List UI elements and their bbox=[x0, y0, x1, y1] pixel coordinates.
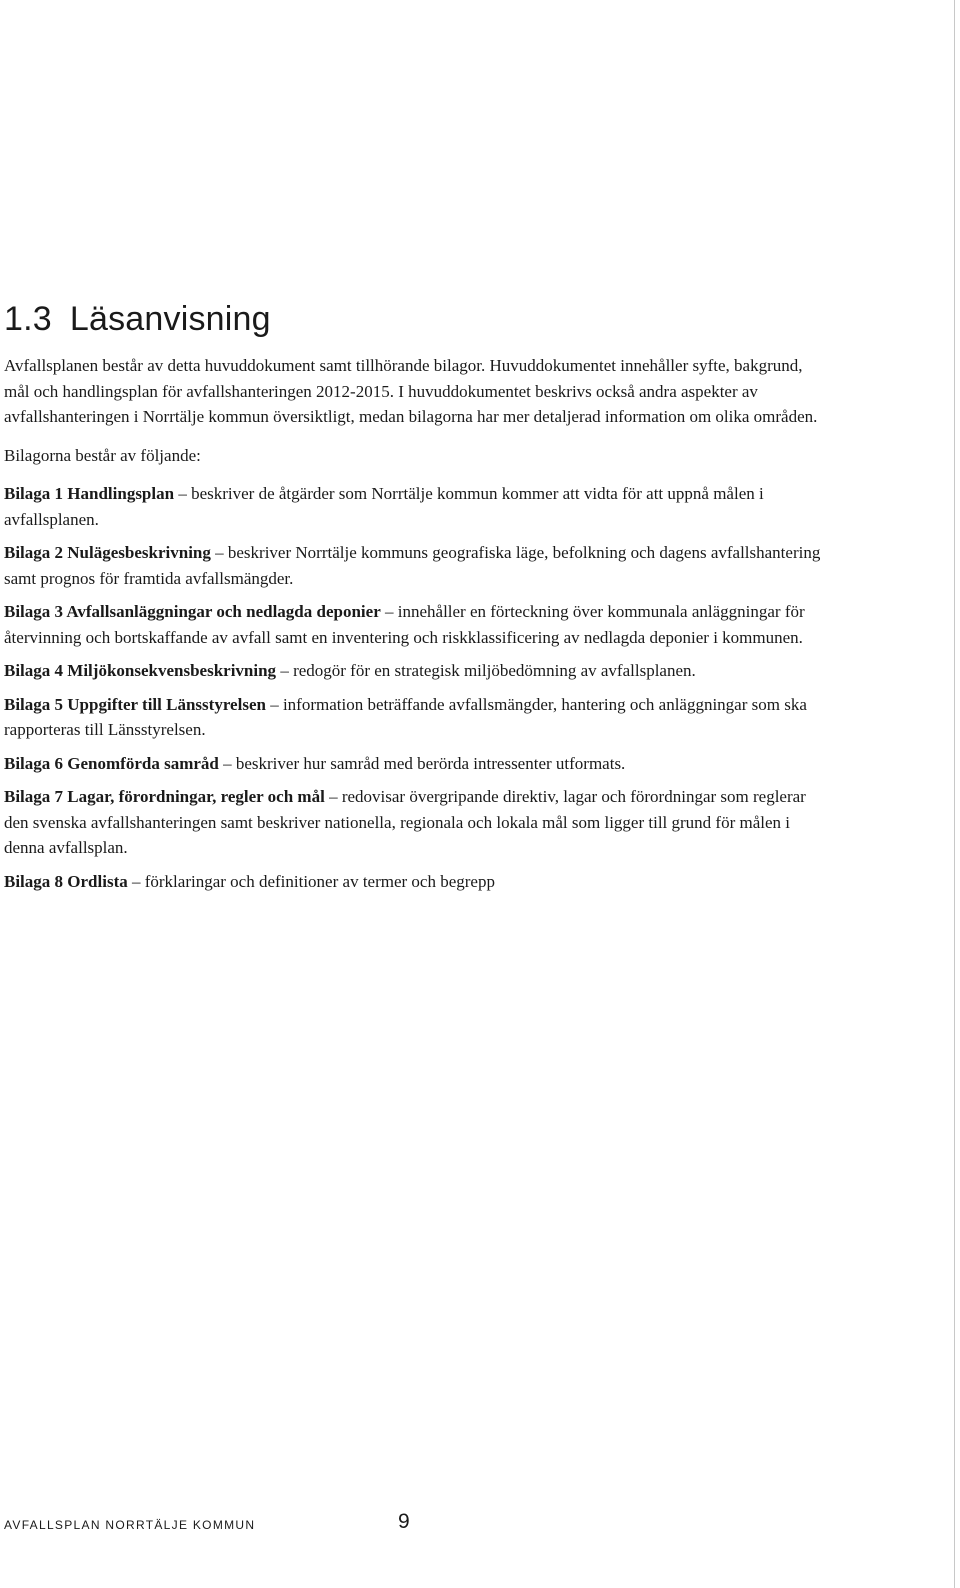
appendix-title: Bilaga 8 Ordlista bbox=[4, 871, 128, 891]
appendix-item-1 bbox=[4, 481, 824, 532]
page-footer bbox=[4, 1510, 424, 1540]
appendix-description: – förklaringar och definitioner av termer och begrepp bbox=[127, 871, 495, 891]
appendix-description: – information beträffande avfallsmängder, hantering och anläggningar som ska rapporteras till Länsstyrelsen. bbox=[4, 694, 807, 739]
appendix-list bbox=[4, 481, 824, 894]
appendix-item-4 bbox=[4, 658, 824, 684]
appendix-title: Bilaga 3 Avfallsanläggningar och nedlagda deponier bbox=[4, 602, 381, 621]
appendix-description: – beskriver Norrtälje kommuns geografiska läge, befolkning och dagens avfallshantering samt prognos för framtida avfallsmängder. bbox=[4, 543, 821, 588]
appendix-title: Bilaga 7 Lagar, förordningar, regler och mål bbox=[4, 787, 325, 806]
main-content bbox=[4, 300, 824, 902]
section-title: Läsanvisning bbox=[69, 300, 271, 338]
appendix-item-8 bbox=[4, 869, 824, 895]
page-number: 9 bbox=[398, 1510, 410, 1533]
section-heading bbox=[4, 300, 824, 339]
section-number: 1.3 bbox=[4, 300, 52, 338]
intro-paragraph: Avfallsplanen består av detta huvuddokument samt tillhörande bilagor. Huvuddokumentet innehåller syfte, bakgrund, mål och handlingsplan för avfallshanteringen 2012-2015. I huvuddokumentet beskrivs också andra aspekter av avfallshanteringen i Norrtälje kommun översiktligt, medan bilagorna har mer detaljerad information om olika områden. bbox=[4, 356, 818, 426]
appendix-description: – beskriver hur samråd med berörda intressenter utformats. bbox=[218, 753, 626, 773]
appendix-description: – redogör för en strategisk miljöbedömning av avfallsplanen. bbox=[276, 661, 696, 680]
appendix-item-5 bbox=[4, 692, 824, 743]
appendix-description: – beskriver de åtgärder som Norrtälje kommun kommer att vidta för att uppnå målen i avfallsplanen. bbox=[4, 484, 764, 529]
page-edge-rule bbox=[954, 0, 955, 1588]
appendix-description: – innehåller en förteckning över kommunala anläggningar för återvinning och bortskaffande av avfall samt en inventering och riskklassificering av nedlagda deponier i kommunen. bbox=[4, 602, 805, 647]
footer-document-title: AVFALLSPLAN NORRTÄLJE KOMMUN bbox=[4, 1518, 256, 1532]
appendix-title: Bilaga 6 Genomförda samråd bbox=[4, 753, 219, 773]
appendix-item-7 bbox=[4, 784, 824, 861]
appendix-title: Bilaga 2 Nulägesbeskrivning bbox=[4, 543, 211, 562]
appendix-item-3 bbox=[4, 599, 824, 650]
appendix-title: Bilaga 1 Handlingsplan bbox=[4, 484, 175, 503]
appendix-description: – redovisar övergripande direktiv, lagar och förordningar som reglerar den svenska avfallshanteringen samt beskriver nationella, regionala och lokala mål som ligger till grund för målen i denna avfallsplan. bbox=[4, 787, 806, 857]
appendix-list-lead: Bilagorna består av följande: bbox=[4, 445, 201, 465]
appendix-item-2 bbox=[4, 540, 824, 591]
appendix-item-6 bbox=[4, 751, 824, 777]
appendix-title: Bilaga 5 Uppgifter till Länsstyrelsen bbox=[4, 694, 266, 714]
appendix-title: Bilaga 4 Miljökonsekvensbeskrivning bbox=[4, 661, 277, 680]
